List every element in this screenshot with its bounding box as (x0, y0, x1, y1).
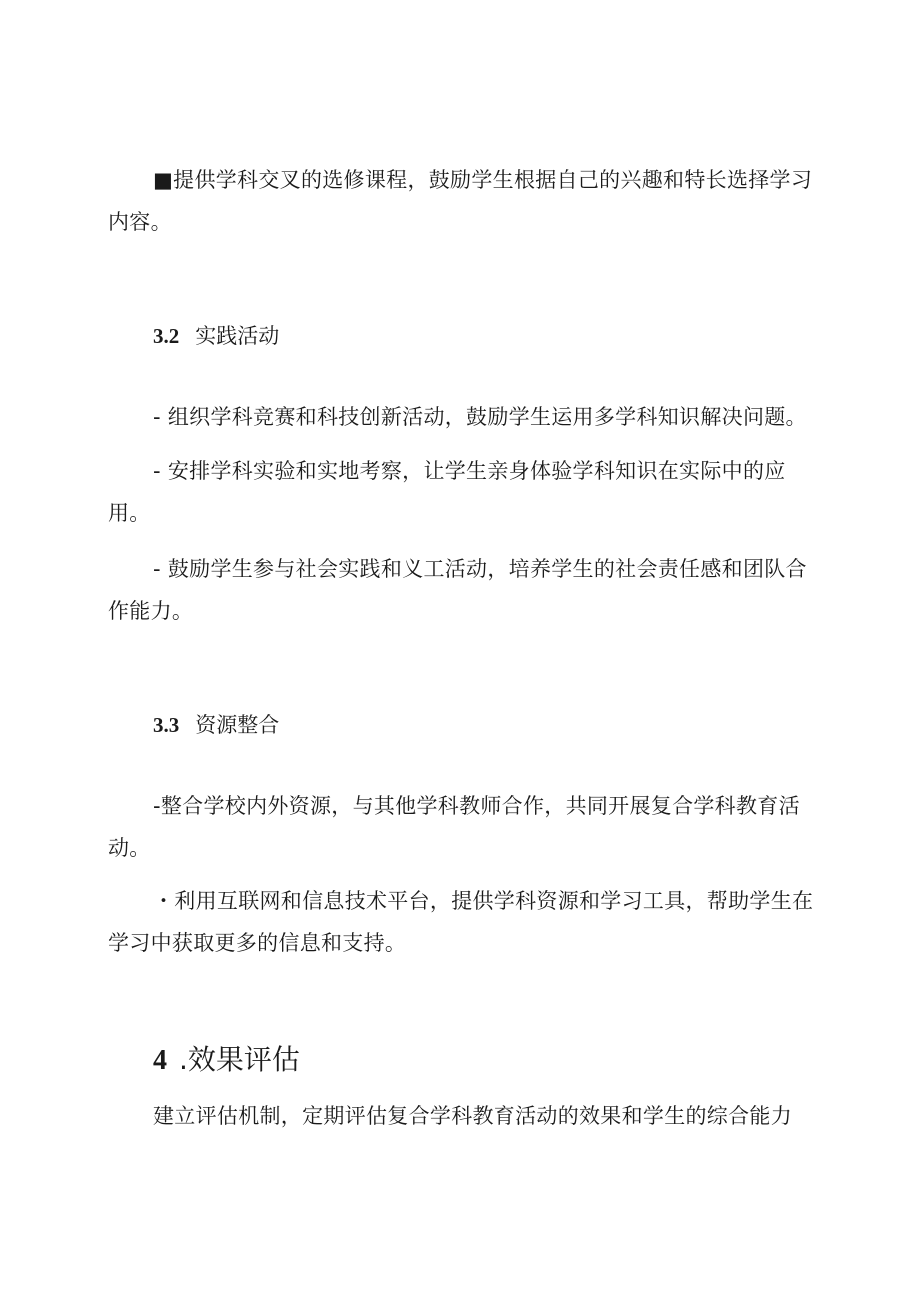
section-number: 3.2 (153, 324, 180, 348)
resources-item-2: ・利用互联网和信息技术平台，提供学科资源和学习工具，帮助学生在学习中获取更多的信息和支持。 (108, 889, 814, 955)
section-title: 资源整合 (195, 713, 280, 737)
section-heading-resources (153, 710, 279, 740)
section-heading-evaluation (153, 1040, 300, 1081)
practice-item-2: - 安排学科实验和实地考察，让学生亲身体验学科知识在实际中的应用。 (108, 459, 786, 525)
elective-course-paragraph: ■提供学科交叉的选修课程，鼓励学生根据自己的兴趣和特长选择学习内容。 (108, 168, 813, 234)
section-title: 实践活动 (195, 324, 280, 348)
practice-item-3: - 鼓励学生参与社会实践和义工活动，培养学生的社会责任感和团队合作能力。 (108, 557, 807, 623)
section-heading-practice (153, 321, 279, 351)
resources-item-1: -整合学校内外资源，与其他学科教师合作，共同开展复合学科教育活动。 (108, 794, 800, 860)
practice-item-1: - 组织学科竞赛和科技创新活动，鼓励学生运用多学科知识解决问题。 (153, 405, 807, 429)
section-title: .效果评估 (179, 1043, 300, 1076)
evaluation-paragraph: 建立评估机制，定期评估复合学科教育活动的效果和学生的综合能力 (153, 1104, 792, 1128)
section-number: 4 (153, 1045, 167, 1076)
section-number: 3.3 (153, 713, 180, 737)
